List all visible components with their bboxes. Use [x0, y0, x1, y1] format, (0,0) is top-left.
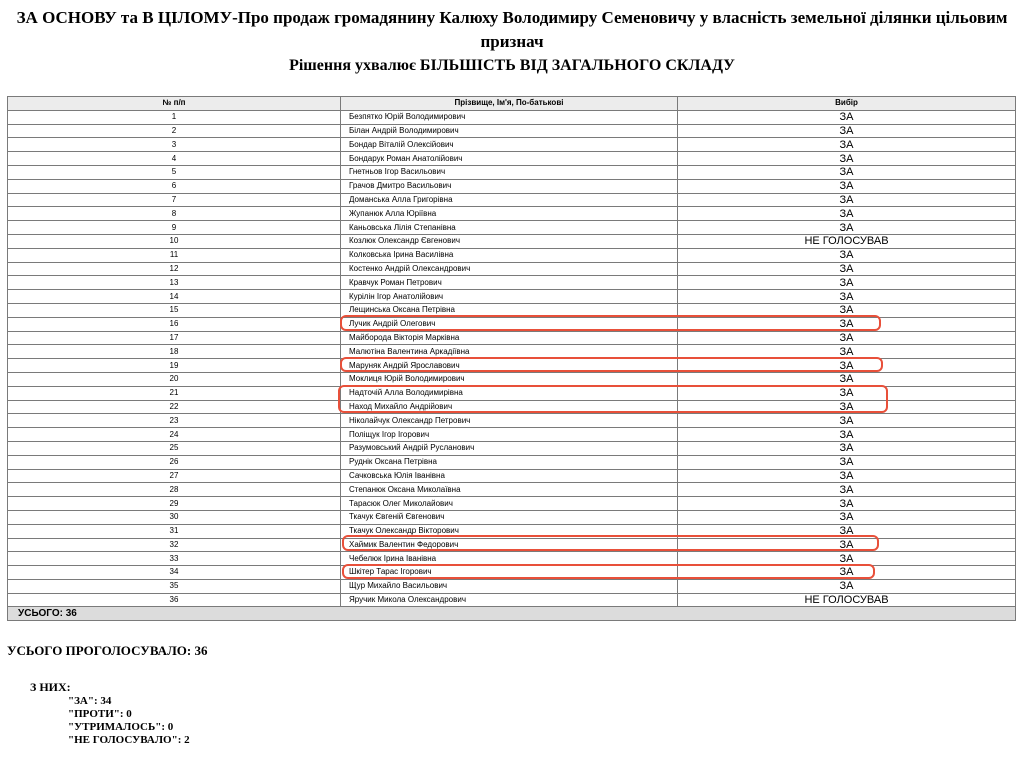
- table-row: [8, 566, 1016, 580]
- table-row: [8, 345, 1016, 359]
- vote-choice: ЗА: [678, 497, 1016, 511]
- deputy-name: Ткачук Євгеній Євгенович: [341, 510, 678, 524]
- row-number: 4: [8, 152, 341, 166]
- table-row: [8, 552, 1016, 566]
- row-number: 23: [8, 414, 341, 428]
- row-number: 27: [8, 469, 341, 483]
- deputy-name: Курілін Ігор Анатолійович: [341, 290, 678, 304]
- table-row: [8, 193, 1016, 207]
- vote-choice: ЗА: [678, 414, 1016, 428]
- vote-choice: ЗА: [678, 566, 1016, 580]
- row-number: 12: [8, 262, 341, 276]
- table-row: [8, 414, 1016, 428]
- vote-choice: ЗА: [678, 455, 1016, 469]
- deputy-name: Чебелюк Ірина Іванівна: [341, 552, 678, 566]
- table-row: [8, 359, 1016, 373]
- row-number: 20: [8, 372, 341, 386]
- table-row: [8, 138, 1016, 152]
- row-number: 26: [8, 455, 341, 469]
- deputy-name: Щур Михайло Васильович: [341, 579, 678, 593]
- deputy-name: Жупанюк Алла Юріївна: [341, 207, 678, 221]
- deputy-name: Яручик Микола Олександрович: [341, 593, 678, 607]
- deputy-name: Доманська Алла Григорівна: [341, 193, 678, 207]
- row-number: 29: [8, 497, 341, 511]
- table-row: [8, 276, 1016, 290]
- deputy-name: Поліщук Ігор Ігорович: [341, 428, 678, 442]
- row-number: 31: [8, 524, 341, 538]
- table-row: [8, 179, 1016, 193]
- vote-choice: ЗА: [678, 331, 1016, 345]
- row-number: 11: [8, 248, 341, 262]
- vote-choice: НЕ ГОЛОСУВАВ: [678, 593, 1016, 607]
- deputy-name: Козлюк Олександр Євгенович: [341, 234, 678, 248]
- vote-choice: ЗА: [678, 317, 1016, 331]
- vote-choice: ЗА: [678, 276, 1016, 290]
- count-against: "ПРОТИ": 0: [68, 708, 132, 720]
- vote-choice: ЗА: [678, 428, 1016, 442]
- vote-choice: ЗА: [678, 345, 1016, 359]
- row-number: 35: [8, 579, 341, 593]
- table-row: [8, 483, 1016, 497]
- table-row: [8, 579, 1016, 593]
- deputy-name: Маруняк Андрій Ярославович: [341, 359, 678, 373]
- vote-choice: ЗА: [678, 359, 1016, 373]
- row-number: 15: [8, 303, 341, 317]
- deputy-name: Сачковська Юлія Іванівна: [341, 469, 678, 483]
- vote-choice: ЗА: [678, 138, 1016, 152]
- vote-choice: ЗА: [678, 372, 1016, 386]
- vote-choice: ЗА: [678, 262, 1016, 276]
- deputy-name: Безпятко Юрій Володимирович: [341, 110, 678, 124]
- vote-choice: ЗА: [678, 510, 1016, 524]
- deputy-name: Грачов Дмитро Васильович: [341, 179, 678, 193]
- deputy-name: Хаймик Валентин Федорович: [341, 538, 678, 552]
- deputy-name: Моклиця Юрій Володимирович: [341, 372, 678, 386]
- row-number: 34: [8, 566, 341, 580]
- table-row: [8, 441, 1016, 455]
- deputy-name: Наход Михайло Андрійович: [341, 400, 678, 414]
- table-row: [8, 165, 1016, 179]
- total-voted: УСЬОГО ПРОГОЛОСУВАЛО: 36: [7, 643, 208, 658]
- row-number: 2: [8, 124, 341, 138]
- table-row: [8, 221, 1016, 235]
- deputy-name: Руднік Оксана Петрівна: [341, 455, 678, 469]
- row-number: 9: [8, 221, 341, 235]
- vote-choice: ЗА: [678, 386, 1016, 400]
- column-header-number: № п/п: [8, 97, 341, 111]
- table-row: [8, 110, 1016, 124]
- table-row: [8, 248, 1016, 262]
- deputy-name: Бондар Віталій Олексійович: [341, 138, 678, 152]
- table-row: [8, 124, 1016, 138]
- count-abstained: "УТРИМАЛОСЬ": 0: [68, 721, 174, 733]
- row-number: 10: [8, 234, 341, 248]
- table-row: [8, 331, 1016, 345]
- table-row: [8, 497, 1016, 511]
- vote-choice: НЕ ГОЛОСУВАВ: [678, 234, 1016, 248]
- vote-choice: ЗА: [678, 152, 1016, 166]
- row-number: 21: [8, 386, 341, 400]
- table-header-row: [8, 97, 1016, 111]
- table-row: [8, 372, 1016, 386]
- table-row: [8, 317, 1016, 331]
- table-row: [8, 538, 1016, 552]
- deputy-name: Кравчук Роман Петрович: [341, 276, 678, 290]
- deputy-name: Ткачук Олександр Вікторович: [341, 524, 678, 538]
- row-number: 33: [8, 552, 341, 566]
- deputy-name: Лещинська Оксана Петрівна: [341, 303, 678, 317]
- row-number: 3: [8, 138, 341, 152]
- vote-choice: ЗА: [678, 110, 1016, 124]
- deputy-name: Білан Андрій Володимирович: [341, 124, 678, 138]
- deputy-name: Бондарук Роман Анатолійович: [341, 152, 678, 166]
- deputy-name: Надточій Алла Володимирівна: [341, 386, 678, 400]
- row-number: 8: [8, 207, 341, 221]
- row-number: 13: [8, 276, 341, 290]
- deputy-name: Каньовська Лілія Степанівна: [341, 221, 678, 235]
- vote-choice: ЗА: [678, 248, 1016, 262]
- row-number: 32: [8, 538, 341, 552]
- deputy-name: Шкітер Тарас Ігорович: [341, 566, 678, 580]
- row-number: 17: [8, 331, 341, 345]
- vote-choice: ЗА: [678, 524, 1016, 538]
- table-row: [8, 152, 1016, 166]
- table-row: [8, 234, 1016, 248]
- document-title: ЗА ОСНОВУ та В ЦІЛОМУ-Про продаж громадянину Калюху Володимиру Семеновичу у власність земельної ділянки цільовим признач: [16, 8, 1008, 51]
- column-header-choice: Вибір: [678, 97, 1016, 111]
- decision-subtitle: Рішення ухвалює БІЛЬШІСТЬ ВІД ЗАГАЛЬНОГО СКЛАДУ: [289, 57, 735, 74]
- row-number: 7: [8, 193, 341, 207]
- total-label: УСЬОГО: 36: [8, 607, 1016, 621]
- row-number: 14: [8, 290, 341, 304]
- table-row: [8, 455, 1016, 469]
- vote-choice: ЗА: [678, 538, 1016, 552]
- deputy-name: Лучик Андрій Олегович: [341, 317, 678, 331]
- vote-choice: ЗА: [678, 221, 1016, 235]
- vote-choice: ЗА: [678, 579, 1016, 593]
- vote-choice: ЗА: [678, 483, 1016, 497]
- row-number: 30: [8, 510, 341, 524]
- row-number: 6: [8, 179, 341, 193]
- vote-choice: ЗА: [678, 290, 1016, 304]
- vote-choice: ЗА: [678, 469, 1016, 483]
- row-number: 5: [8, 165, 341, 179]
- vote-choice: ЗА: [678, 207, 1016, 221]
- row-number: 28: [8, 483, 341, 497]
- table-row: [8, 400, 1016, 414]
- deputy-name: Степанюк Оксана Миколаївна: [341, 483, 678, 497]
- table-row: [8, 303, 1016, 317]
- vote-choice: ЗА: [678, 303, 1016, 317]
- vote-choice: ЗА: [678, 179, 1016, 193]
- table-row: [8, 428, 1016, 442]
- vote-choice: ЗА: [678, 441, 1016, 455]
- table-row: [8, 510, 1016, 524]
- table-row: [8, 469, 1016, 483]
- table-row: [8, 207, 1016, 221]
- column-header-name: Прізвище, Ім'я, По-батькові: [341, 97, 678, 111]
- vote-choice: ЗА: [678, 165, 1016, 179]
- table-row: [8, 386, 1016, 400]
- deputy-name: Майборода Вікторія Марківна: [341, 331, 678, 345]
- vote-choice: ЗА: [678, 400, 1016, 414]
- deputy-name: Тарасюк Олег Миколайович: [341, 497, 678, 511]
- row-number: 16: [8, 317, 341, 331]
- row-number: 18: [8, 345, 341, 359]
- table-row: [8, 262, 1016, 276]
- deputy-name: Разумовський Андрій Русланович: [341, 441, 678, 455]
- row-number: 24: [8, 428, 341, 442]
- deputy-name: Костенко Андрій Олександрович: [341, 262, 678, 276]
- of-them-label: З НИХ:: [30, 680, 71, 694]
- row-number: 19: [8, 359, 341, 373]
- deputy-name: Гнетньов Ігор Васильович: [341, 165, 678, 179]
- deputy-name: Ніколайчук Олександр Петрович: [341, 414, 678, 428]
- row-number: 1: [8, 110, 341, 124]
- row-number: 25: [8, 441, 341, 455]
- total-row: [8, 607, 1016, 621]
- table-row: [8, 290, 1016, 304]
- vote-choice: ЗА: [678, 552, 1016, 566]
- row-number: 36: [8, 593, 341, 607]
- row-number: 22: [8, 400, 341, 414]
- vote-choice: ЗА: [678, 193, 1016, 207]
- vote-choice: ЗА: [678, 124, 1016, 138]
- deputy-name: Малютіна Валентина Аркадіївна: [341, 345, 678, 359]
- votes-table: [7, 96, 1016, 621]
- table-row: [8, 524, 1016, 538]
- count-not-voted: "НЕ ГОЛОСУВАЛО": 2: [68, 734, 190, 746]
- deputy-name: Колковська Ірина Василівна: [341, 248, 678, 262]
- count-for: "ЗА": 34: [68, 695, 112, 707]
- table-row: [8, 593, 1016, 607]
